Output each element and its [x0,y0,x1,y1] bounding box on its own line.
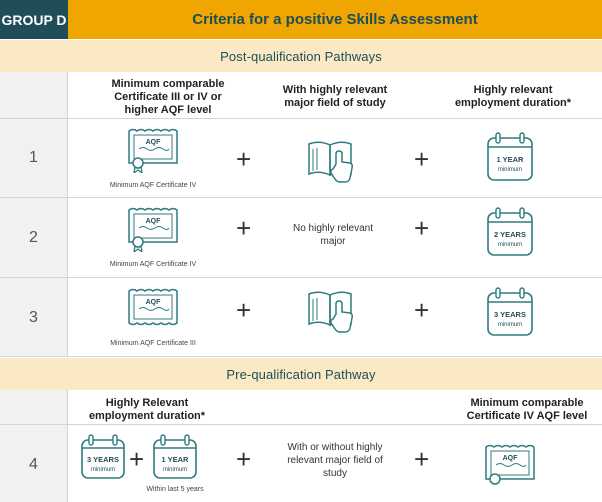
calendar-icon [486,132,534,182]
plus-sign: + [236,144,252,174]
plus-sign: + [414,144,430,174]
row-number: 3 [29,309,38,326]
column-heading-major: With highly relevant major field of study [282,84,388,109]
column-divider [67,72,68,357]
no-major-text: No highly relevant major [292,223,374,247]
aqf-label: AQF [145,139,161,146]
certificate-caption: Minimum AQF Certificate IV [109,261,197,268]
calendar-icon [80,434,126,480]
divider [0,118,602,119]
plus-sign: + [236,213,252,243]
svg-text:2 YEARS: 2 YEARS [494,230,526,239]
column-heading-employment-pre: Highly Relevant employment duration* [88,397,206,422]
certificate-caption: Minimum AQF Certificate III [110,340,196,347]
svg-text:3 YEARS: 3 YEARS [87,455,119,464]
calendar-icon [152,434,198,480]
svg-text:1 YEAR: 1 YEAR [161,455,189,464]
plus-sign: + [236,444,252,474]
plus-sign: + [414,295,430,325]
certificate-icon [125,127,181,173]
column-heading-qualification: Minimum comparable Certificate III or IV or higher AQF level [111,78,225,116]
divider [0,356,602,357]
calendar-icon [486,207,534,257]
plus-sign: + [129,444,145,474]
major-optional-text: With or without highly relevant major field of study [287,442,383,479]
row-number: 2 [29,229,38,246]
svg-text:1 YEAR: 1 YEAR [496,155,524,164]
divider [0,277,602,278]
divider [0,197,602,198]
row-number: 1 [29,149,38,166]
svg-text:minimum: minimum [497,242,523,248]
column-heading-employment: Highly relevant employment duration* [454,84,572,109]
column-heading-qualification-pre: Minimum comparable Certificate IV AQF level [466,397,588,422]
svg-text:3 YEARS: 3 YEARS [494,310,526,319]
certificate-icon [482,443,538,489]
pre-qualification-band: Pre-qualification Pathway [0,358,602,390]
book-hand-icon [306,288,356,336]
aqf-label: AQF [145,218,161,225]
plus-sign: + [414,213,430,243]
svg-text:minimum: minimum [497,322,523,328]
row-number: 4 [29,456,38,473]
aqf-label: AQF [502,455,518,462]
book-hand-icon [306,138,356,186]
svg-text:minimum: minimum [90,467,116,473]
number-column-pre [0,390,67,502]
group-label: GROUP D [0,0,68,39]
certificate-icon [125,206,181,252]
plus-sign: + [236,295,252,325]
svg-text:minimum: minimum [497,167,523,173]
plus-sign: + [414,444,430,474]
within-caption: Within last 5 years [146,486,204,493]
certificate-caption: Minimum AQF Certificate IV [109,182,197,189]
column-divider [67,390,68,502]
post-qualification-band: Post-qualification Pathways [0,40,602,72]
divider [0,424,602,425]
aqf-label: AQF [145,299,161,306]
svg-text:minimum: minimum [162,467,188,473]
certificate-icon [125,287,181,329]
page-title: Criteria for a positive Skills Assessment [68,0,602,39]
calendar-icon [486,287,534,337]
